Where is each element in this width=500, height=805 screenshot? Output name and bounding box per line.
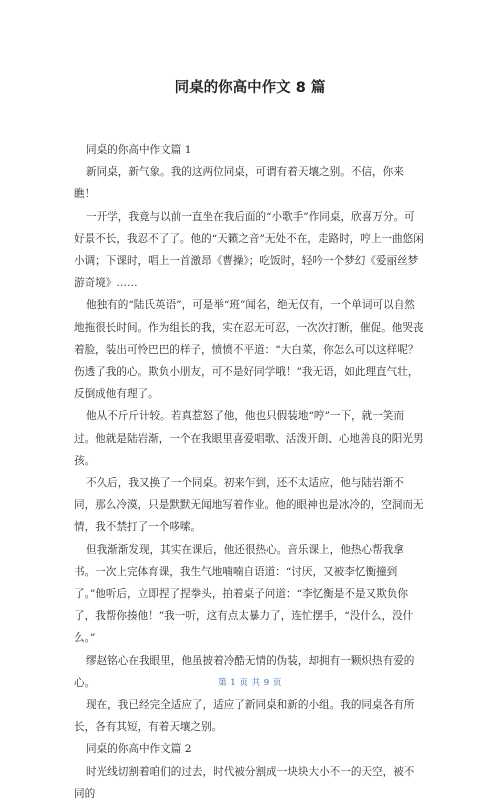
page-number: 第 1 页 共 9 页 <box>218 678 282 688</box>
section-heading-1: 同桌的你高中作文篇 1 <box>86 144 192 156</box>
paragraph: 他从不斤斤计较。若真惹怒了他，他也只假装地“哼”一下，就一笑而过。他就是陆岩渐，一个在我眼里喜爱唱歌、活泼开朗、心地善良的阳光男孩。 <box>74 410 424 467</box>
paragraph: 一开学，我竟与以前一直坐在我后面的“小歌手”作同桌，欣喜万分。可好景不长，我忍不了了。他的“天籁之音”无处不在，走路时，哼上一曲悠闲小调；下课时，唱上一首激昂《曹操》；吃饭时，轻吟一个梦幻《爱丽丝梦游奇境》…… <box>74 210 424 290</box>
paragraph: 缪赵铭心在我眼里，他虽披着冷酷无情的伪装，却拥有一颗炽热有爱的心。 <box>74 654 415 689</box>
paragraph: 但我渐渐发现，其实在课后，他还很热心。音乐课上，他热心帮我拿书。一次上完体育课，我生气地喃喃自语道：“讨厌，又被李忆衡撞到了。”他听后，立即捏了捏拳头，拍着桌子问道：“李忆衡是不是又欺负你了，我帮你揍他！”我一听，这有点太暴力了，连忙摆手，“没什么，没什么。” <box>74 543 414 645</box>
paragraph: 他独有的“陆氏英语”，可是举“班”闻名，绝无仅有，一个单词可以自然地拖很长时间。作为组长的我，实在忍无可忍，一次次打断，催促。他哭丧着脸，装出可怜巴巴的样子，愤愤不平道：“大白菜，你怎么可以这样呢？伤透了我的心。欺负小朋友，可不是好同学哦！”我无语，如此理直气壮，反倒成他有理了。 <box>74 299 424 401</box>
paragraph: 不久后，我又换了一个同桌。初来乍到，还不太适应，他与陆岩渐不同，那么冷漠，只是默默无闻地写着作业。他的眼神也是冰冷的，空洞而无情，我不禁打了一个哆嗦。 <box>74 477 424 534</box>
paragraph: 现在，我已经完全适应了，适应了新同桌和新的小组。我的同桌各有所长，各有其短，有着天壤之别。 <box>74 699 415 734</box>
document-title: 同桌的你高中作文 8 篇 <box>174 80 326 96</box>
paragraph: 时光线切割着咱们的过去，时代被分割成一块块大小不一的天空，被不同的 <box>74 765 415 800</box>
section-heading-2: 同桌的你高中作文篇 2 <box>86 743 192 756</box>
document-body <box>74 139 424 805</box>
paragraph: 新同桌，新气象。我的这两位同桌，可谓有着天壤之别。不信，你来瞧！ <box>74 166 404 201</box>
